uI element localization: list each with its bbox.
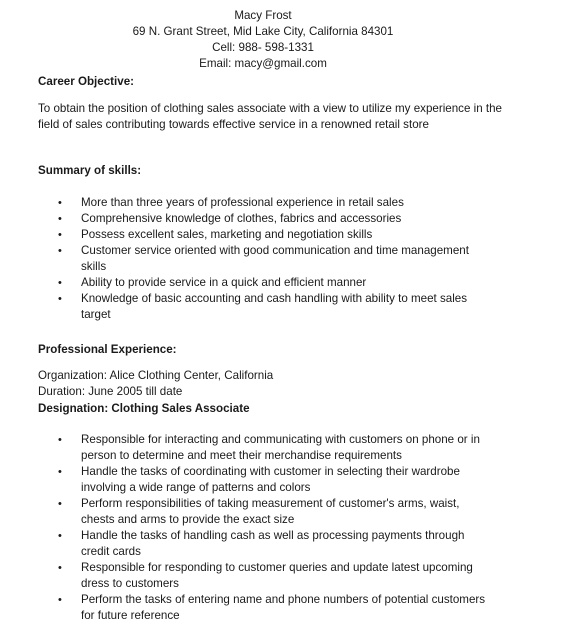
responsibility-text: Responsible for interacting and communicating with customers on phone or in person to determine and meet their merchandise requirements (81, 433, 480, 462)
career-objective-heading: Career Objective: (38, 75, 135, 88)
bullet-icon: • (58, 562, 62, 574)
organization-line: Organization: Alice Clothing Center, California (38, 369, 274, 382)
bullet-icon: • (58, 594, 62, 606)
skill-text: Comprehensive knowledge of clothes, fabrics and accessories (81, 212, 402, 225)
skill-text: Possess excellent sales, marketing and negotiation skills (81, 228, 373, 241)
bullet-icon: • (58, 245, 62, 257)
contact-header (0, 8, 526, 72)
list-item (0, 528, 491, 560)
list-item (0, 227, 491, 243)
applicant-name: Macy Frost (234, 9, 292, 22)
responsibility-text: Responsible for responding to customer queries and update latest upcoming dress to customers (81, 561, 473, 590)
experience-heading: Professional Experience: (38, 343, 177, 356)
list-item (0, 560, 491, 592)
applicant-email: Email: macy@gmail.com (199, 57, 327, 70)
designation-line: Designation: Clothing Sales Associate (38, 402, 250, 415)
bullet-icon: • (58, 277, 62, 289)
bullet-icon: • (58, 229, 62, 241)
list-item (0, 432, 491, 464)
list-item (0, 592, 491, 624)
skill-text: Knowledge of basic accounting and cash handling with ability to meet sales target (81, 292, 468, 321)
responsibility-text: Perform responsibilities of taking measurement of customer's arms, waist, chests and arms to provide the exact size (81, 497, 460, 526)
career-objective-text: To obtain the position of clothing sales associate with a view to utilize my experience in the field of sales contributing towards effective service in a renowned retail store (38, 102, 503, 131)
responsibilities-list (0, 432, 491, 624)
list-item (0, 291, 491, 323)
list-item (0, 496, 491, 528)
bullet-icon: • (58, 197, 62, 209)
bullet-icon: • (58, 498, 62, 510)
list-item (0, 464, 491, 496)
responsibility-text: Handle the tasks of handling cash as well as processing payments through credit cards (81, 529, 465, 558)
skill-text: Customer service oriented with good communication and time management skills (81, 244, 469, 273)
bullet-icon: • (58, 434, 62, 446)
list-item (0, 275, 491, 291)
duration-line: Duration: June 2005 till date (38, 385, 183, 398)
skill-text: More than three years of professional experience in retail sales (81, 196, 404, 209)
responsibility-text: Perform the tasks of entering name and phone numbers of potential customers for future reference (81, 593, 486, 622)
list-item (0, 195, 491, 211)
applicant-cell: Cell: 988- 598-1331 (212, 41, 314, 54)
bullet-icon: • (58, 213, 62, 225)
applicant-address: 69 N. Grant Street, Mid Lake City, California 84301 (132, 25, 394, 38)
responsibility-text: Handle the tasks of coordinating with customer in selecting their wardrobe involving a wide range of patterns and colors (81, 465, 460, 494)
skills-heading: Summary of skills: (38, 164, 142, 177)
skill-text: Ability to provide service in a quick and efficient manner (81, 276, 367, 289)
list-item (0, 211, 491, 227)
list-item (0, 243, 491, 275)
skills-list (0, 195, 491, 323)
bullet-icon: • (58, 530, 62, 542)
bullet-icon: • (58, 293, 62, 305)
bullet-icon: • (58, 466, 62, 478)
